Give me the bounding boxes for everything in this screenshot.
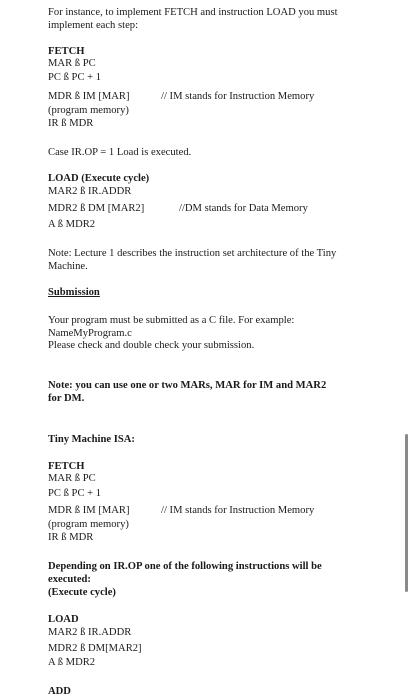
fetch-step-1: MAR ß PC xyxy=(48,58,96,69)
depending-line-2: executed: xyxy=(48,574,91,585)
isa-fetch-step-3-comment: // IM stands for Instruction Memory xyxy=(161,505,315,516)
fetch-step-3-note: (program memory) xyxy=(48,105,129,116)
note-isa-line-1: Note: Lecture 1 describes the instruction set architecture of the Tiny xyxy=(48,248,337,259)
submission-heading: Submission xyxy=(48,287,100,298)
isa-fetch-step-1: MAR ß PC xyxy=(48,473,96,484)
isa-fetch-step-3: MDR ß IM [MAR] xyxy=(48,505,130,516)
isa-fetch-step-4: IR ß MDR xyxy=(48,532,94,543)
submission-line-2: NameMyProgram.c xyxy=(48,328,132,339)
isa-load-step-1: MAR2 ß IR.ADDR xyxy=(48,627,132,638)
note-mar-line-1: Note: you can use one or two MARs, MAR for IM and MAR2 xyxy=(48,380,327,391)
load-step-2: MDR2 ß DM [MAR2] xyxy=(48,203,145,214)
fetch-step-3: MDR ß IM [MAR] xyxy=(48,91,130,102)
isa-fetch-step-2: PC ß PC + 1 xyxy=(48,488,102,499)
isa-load-heading: LOAD xyxy=(48,614,79,625)
case-line: Case IR.OP = 1 Load is executed. xyxy=(48,147,192,158)
fetch-step-4: IR ß MDR xyxy=(48,118,94,129)
submission-line-3: Please check and double check your submission. xyxy=(48,340,255,351)
isa-load-step-3: A ß MDR2 xyxy=(48,657,96,668)
note-isa-line-2: Machine. xyxy=(48,261,88,272)
isa-fetch-heading: FETCH xyxy=(48,461,85,472)
depending-line-3: (Execute cycle) xyxy=(48,587,116,598)
depending-line-1: Depending on IR.OP one of the following instructions will be xyxy=(48,561,322,572)
fetch-step-3-comment: // IM stands for Instruction Memory xyxy=(161,91,315,102)
scrollbar-thumb[interactable] xyxy=(405,434,408,592)
isa-add-heading: ADD xyxy=(48,686,71,697)
note-mar-line-2: for DM. xyxy=(48,393,85,404)
load-step-1: MAR2 ß IR.ADDR xyxy=(48,186,132,197)
isa-fetch-step-3-note: (program memory) xyxy=(48,519,129,530)
fetch-step-2: PC ß PC + 1 xyxy=(48,72,102,83)
intro-line-1: For instance, to implement FETCH and instruction LOAD you must xyxy=(48,7,338,18)
load-heading: LOAD (Execute cycle) xyxy=(48,173,150,184)
intro-line-2: implement each step: xyxy=(48,20,139,31)
isa-load-step-2: MDR2 ß DM[MAR2] xyxy=(48,643,142,654)
fetch-heading: FETCH xyxy=(48,46,85,57)
load-step-2-comment: //DM stands for Data Memory xyxy=(179,203,308,214)
isa-heading: Tiny Machine ISA: xyxy=(48,434,135,445)
load-step-3: A ß MDR2 xyxy=(48,219,96,230)
submission-line-1: Your program must be submitted as a C file. For example: xyxy=(48,315,295,326)
